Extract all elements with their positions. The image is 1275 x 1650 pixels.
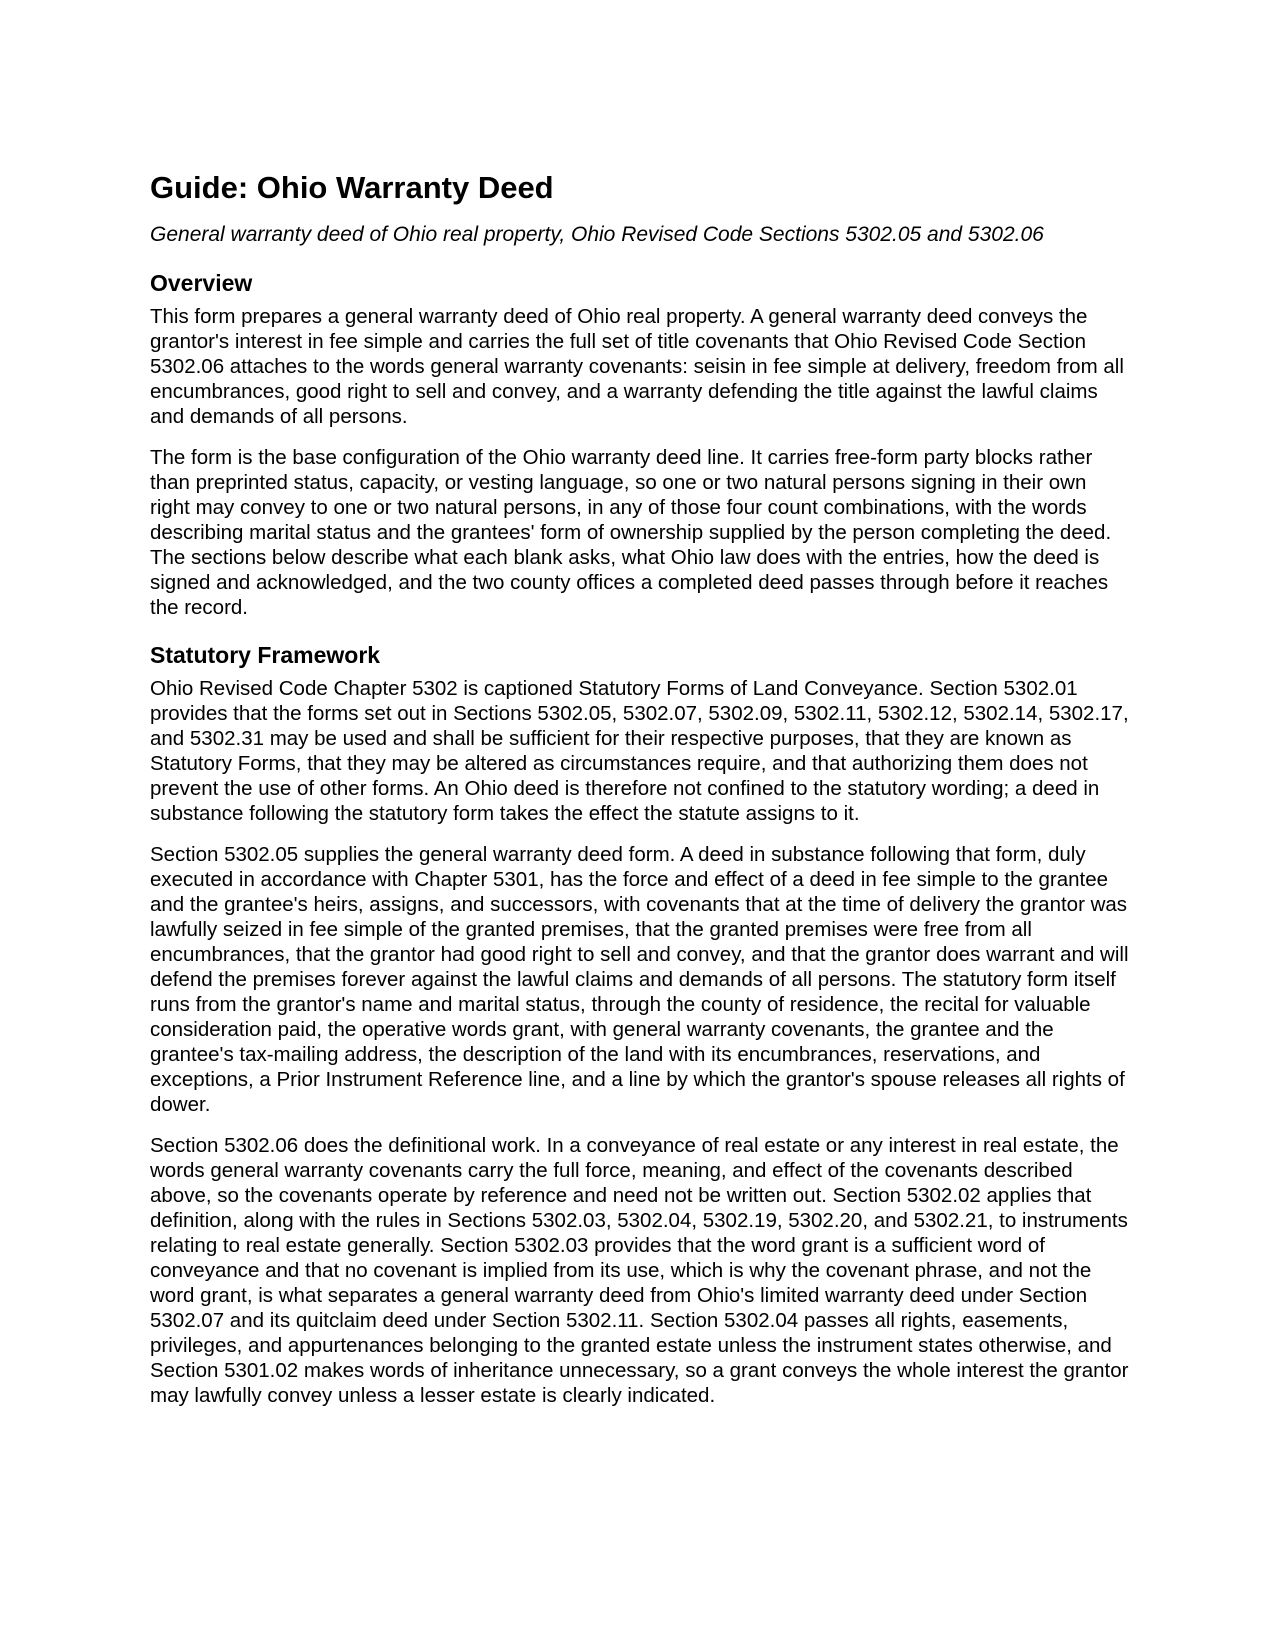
section-heading: Statutory Framework [150, 642, 381, 668]
document-page [150, 168, 1130, 1408]
section-overview [150, 268, 1130, 620]
document-subtitle: General warranty deed of Ohio real property, Ohio Revised Code Sections 5302.05 and 5302.06 [150, 223, 1044, 246]
paragraph: Section 5302.06 does the definitional work. In a conveyance of real estate or any interest in real estate, the words general warranty covenants carry the full force, meaning, and effect of the covenants described above, so the covenants operate by reference and need not be written out. Section 5302.02 applies that definition, along with the rules in Sections 5302.03, 5302.04, 5302.19, 5302.20, and 5302.21, to instruments relating to real estate generally. Section 5302.03 provides that the word grant is a sufficient word of conveyance and that no covenant is implied from its use, which is why the covenant phrase, and not the word grant, is what separates a general warranty deed from Ohio's limited warranty deed under Section 5302.07 and its quitclaim deed under Section 5302.11. Section 5302.04 passes all rights, easements, privileges, and appurtenances belonging to the granted estate unless the instrument states otherwise, and Section 5301.02 makes words of inheritance unnecessary, so a grant conveys the whole interest the grantor may lawfully convey unless a lesser estate is clearly indicated. [150, 1134, 1129, 1407]
section-statutory-framework [150, 640, 1130, 1408]
document-title: Guide: Ohio Warranty Deed [150, 170, 554, 205]
paragraph: The form is the base configuration of the Ohio warranty deed line. It carries free-form party blocks rather than preprinted status, capacity, or vesting language, so one or two natural persons signing in their own right may convey to one or two natural persons, in any of those four count combinations, with the words describing marital status and the grantees' form of ownership supplied by the person completing the deed. The sections below describe what each blank asks, what Ohio law does with the entries, how the deed is signed and acknowledged, and the two county offices a completed deed passes through before it reaches the record. [150, 446, 1112, 619]
paragraph: This form prepares a general warranty deed of Ohio real property. A general warranty deed conveys the grantor's interest in fee simple and carries the full set of title covenants that Ohio Revised Code Section 5302.06 attaches to the words general warranty covenants: seisin in fee simple at delivery, freedom from all encumbrances, good right to sell and convey, and a warranty defending the title against the lawful claims and demands of all persons. [150, 305, 1124, 428]
section-heading: Overview [150, 270, 253, 296]
paragraph: Section 5302.05 supplies the general warranty deed form. A deed in substance following that form, duly executed in accordance with Chapter 5301, has the force and effect of a deed in fee simple to the grantee and the grantee's heirs, assigns, and successors, with covenants that at the time of delivery the grantor was lawfully seized in fee simple of the granted premises, that the granted premises were free from all encumbrances, that the grantor had good right to sell and convey, and that the grantor does warrant and will defend the premises forever against the lawful claims and demands of all persons. The statutory form itself runs from the grantor's name and marital status, through the county of residence, the recital for valuable consideration paid, the operative words grant, with general warranty covenants, the grantee and the grantee's tax-mailing address, the description of the land with its encumbrances, reservations, and exceptions, a Prior Instrument Reference line, and a line by which the grantor's spouse releases all rights of dower. [150, 843, 1129, 1116]
paragraph: Ohio Revised Code Chapter 5302 is captioned Statutory Forms of Land Conveyance. Section 5302.01 provides that the forms set out in Sections 5302.05, 5302.07, 5302.09, 5302.11, 5302.12, 5302.14, 5302.17, and 5302.31 may be used and shall be sufficient for their respective purposes, that they are known as Statutory Forms, that they may be altered as circumstances require, and that authorizing them does not prevent the use of other forms. An Ohio deed is therefore not confined to the statutory wording; a deed in substance following the statutory form takes the effect the statute assigns to it. [150, 677, 1129, 825]
